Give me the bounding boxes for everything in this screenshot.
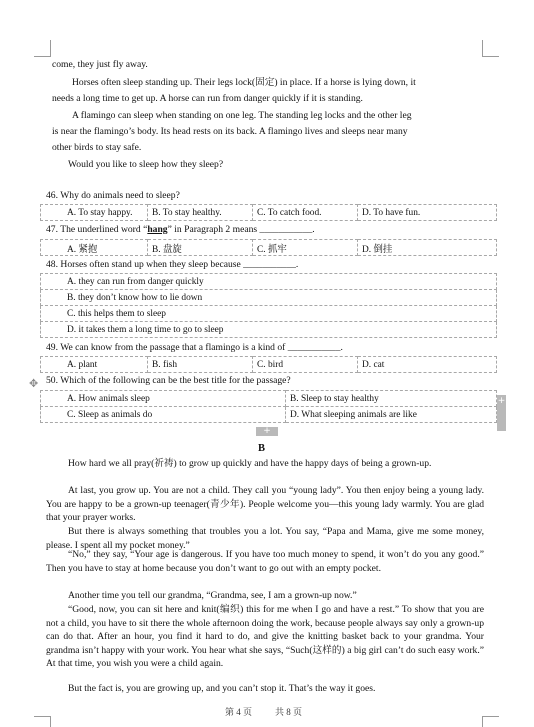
question-50-stem: 50. Which of the following can be the best title for the passage? — [46, 375, 291, 386]
question-48-options — [40, 273, 497, 338]
crop-mark-bottom-right — [482, 716, 499, 727]
passage-a-line: is near the flamingo’s body. Its head rests on its back. A flamingo lives and sleeps near many — [52, 126, 408, 137]
option-b[interactable]: B. 盘旋 — [148, 240, 253, 256]
option-b[interactable]: B. fish — [148, 357, 253, 373]
option-a[interactable]: A. To stay happy. — [41, 205, 148, 221]
option-a[interactable]: A. How animals sleep — [41, 391, 286, 407]
passage-b-paragraph: “Good, now, you can sit here and knit(编织) this for me when I go and have a rest.” To show that you are not a child, you have to sit there the whole afternoon doing the work, because people always say only a grown-up can do that. After an hour, you find it hard to do, and give the knitting basket back to your grandma. Your grandma isn’t happy with your work. You hear what she says, “Such(这样的) a big girl can’t do such easy work.” At that time, you wish you were a child again. — [46, 604, 484, 669]
page-number: 第 4 页 — [225, 707, 253, 717]
section-b-heading: B — [258, 443, 266, 454]
option-c[interactable]: C. 抓牢 — [253, 240, 358, 256]
passage-a-line: needs a long time to get up. A horse can run from danger quickly if it is standing. — [52, 93, 363, 104]
question-47-stem — [46, 224, 315, 235]
question-49-stem: 49. We can know from the passage that a flamingo is a kind of ___________. — [46, 342, 343, 353]
passage-b-paragraph: But the fact is, you are growing up, and you can’t stop it. That’s the way it goes. — [68, 683, 376, 694]
option-a[interactable]: A. 紧抱 — [41, 240, 148, 256]
question-48-stem: 48. Horses often stand up when they sleep because ___________. — [46, 259, 299, 270]
option-d[interactable]: D. 倒挂 — [358, 240, 497, 256]
crop-mark-bottom-left — [34, 716, 51, 727]
option-c[interactable]: C. Sleep as animals do — [41, 407, 286, 423]
question-50-options — [40, 390, 497, 423]
stem-text: ” in Paragraph 2 means ___________. — [167, 224, 315, 235]
option-a[interactable]: A. plant — [41, 357, 148, 373]
option-d[interactable]: D. To have fun. — [358, 205, 497, 221]
passage-b-paragraph: But there is always something that troubles you a lot. You say, “Papa and Mama, give me some money, please. I spent all my pocket money.” — [46, 526, 484, 551]
option-b[interactable]: B. To stay healthy. — [148, 205, 253, 221]
underlined-word: hang — [147, 224, 168, 235]
question-49-options — [40, 356, 497, 373]
passage-a-line: A flamingo can sleep when standing on one leg. The standing leg locks and the other leg — [72, 110, 412, 121]
add-column-icon[interactable]: + — [497, 395, 506, 431]
option-a[interactable]: A. they can run from danger quickly — [41, 274, 497, 290]
passage-b-paragraph: Another time you tell our grandma, “Grandma, see, I am a grown-up now.” — [68, 590, 357, 601]
option-d[interactable]: D. What sleeping animals are like — [286, 407, 497, 423]
page-total: 共 8 页 — [275, 707, 303, 717]
option-b[interactable]: B. they don’t know how to lie down — [41, 290, 497, 306]
option-c[interactable]: C. this helps them to sleep — [41, 306, 497, 322]
option-c[interactable]: C. To catch food. — [253, 205, 358, 221]
passage-b-paragraph: “No,” they say, “Your age is dangerous. If you have too much money to spend, it won’t do you any good.” Then you have to stay at home because you don’t want to go out with an empty pocket. — [46, 549, 484, 574]
question-46-options — [40, 204, 497, 221]
passage-a-line: other birds to stay safe. — [52, 142, 142, 153]
option-d[interactable]: D. it takes them a long time to go to sleep — [41, 322, 497, 338]
option-d[interactable]: D. cat — [358, 357, 497, 373]
passage-a-line: come, they just fly away. — [52, 59, 148, 70]
passage-b-paragraph: How hard we all pray(祈祷) to grow up quickly and have the happy days of being a grown-up. — [68, 458, 432, 469]
stem-text: 47. The underlined word “ — [46, 224, 148, 235]
add-row-icon[interactable]: + — [256, 427, 278, 436]
move-handle-icon[interactable]: ✥ — [29, 377, 39, 390]
crop-mark-top-left — [34, 40, 51, 57]
question-47-options — [40, 239, 497, 256]
passage-a-line: Horses often sleep standing up. Their legs lock(固定) in place. If a horse is lying down, it — [72, 77, 416, 88]
option-c[interactable]: C. bird — [253, 357, 358, 373]
option-b[interactable]: B. Sleep to stay healthy — [286, 391, 497, 407]
passage-b-paragraph: At last, you grow up. You are not a child. They call you “young lady”. You then enjoy being a young lady. You are happy to be a grown-up teenager(青少年). People welcome you—this young lady warmly. You are glad that your prayer works. — [46, 485, 484, 523]
passage-a-line: Would you like to sleep how they sleep? — [68, 159, 224, 170]
crop-mark-top-right — [482, 40, 499, 57]
question-46-stem: 46. Why do animals need to sleep? — [46, 190, 180, 201]
